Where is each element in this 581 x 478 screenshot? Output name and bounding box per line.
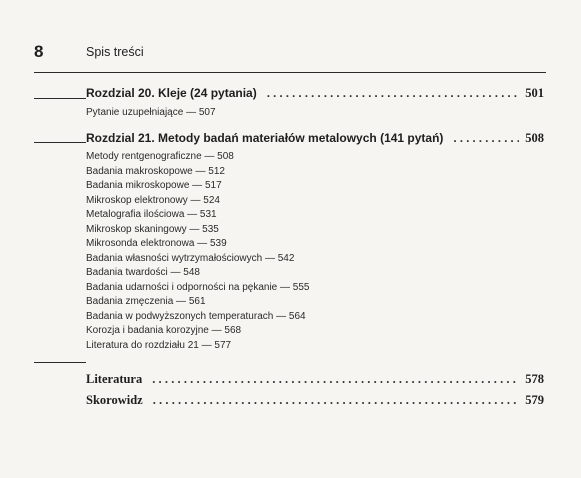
chapter-title: Rozdzial 20. Kleje (24 pytania) (86, 86, 257, 100)
toc-entry[interactable]: Badania w podwyższonych temperaturach — 564 (86, 310, 306, 322)
back-matter-title: Literatura (86, 372, 143, 386)
page-header (34, 42, 546, 73)
toc-entry[interactable]: Badania własności wytrzymałościowych — 542 (86, 252, 295, 264)
toc-entry[interactable]: Mikroskop elektronowy — 524 (86, 194, 220, 206)
back-matter-page: 579 (525, 393, 544, 407)
toc-entry[interactable]: Badania twardości — 548 (86, 267, 200, 278)
chapter-page: 501 (525, 86, 544, 100)
chapter-page: 508 (525, 131, 544, 145)
chapter-20-heading[interactable] (86, 86, 544, 101)
toc-entry[interactable]: Badania zmęczenia — 561 (86, 296, 206, 307)
running-head: Spis treści (86, 45, 144, 59)
dot-leader (453, 131, 519, 145)
toc-entry[interactable]: Pytanie uzupełniające — 507 (86, 107, 216, 118)
page-number: 8 (34, 42, 44, 61)
dot-leader (152, 372, 519, 387)
toc-entry[interactable]: Badania udarności i odporności na pękanie — 555 (86, 281, 310, 293)
toc-entry[interactable]: Badania makroskopowe — 512 (86, 165, 225, 177)
back-matter-skorowidz[interactable] (86, 393, 544, 408)
toc-entry[interactable]: Metody rentgenograficzne — 508 (86, 151, 234, 162)
toc-entry[interactable]: Badania mikroskopowe — 517 (86, 180, 222, 191)
toc-entry[interactable]: Mikrosonda elektronowa — 539 (86, 238, 227, 249)
dot-leader (153, 393, 520, 408)
chapter-rule (34, 142, 86, 143)
toc-entry[interactable]: Mikroskop skaningowy — 535 (86, 223, 219, 235)
dot-leader (267, 86, 520, 100)
back-matter-rule (34, 362, 86, 363)
toc-entry[interactable]: Metalografia ilościowa — 531 (86, 209, 217, 220)
back-matter-page: 578 (525, 372, 544, 386)
back-matter-title: Skorowidz (86, 393, 143, 407)
chapter-title: Rozdzial 21. Metody badań materiałów metalowych (141 pytań) (86, 131, 444, 145)
chapter-21-heading[interactable] (86, 131, 544, 146)
toc-entry[interactable]: Literatura do rozdziału 21 — 577 (86, 339, 232, 351)
chapter-rule (34, 98, 86, 99)
toc-entry[interactable]: Korozja i badania korozyjne — 568 (86, 325, 242, 336)
back-matter-literatura[interactable] (86, 372, 544, 387)
